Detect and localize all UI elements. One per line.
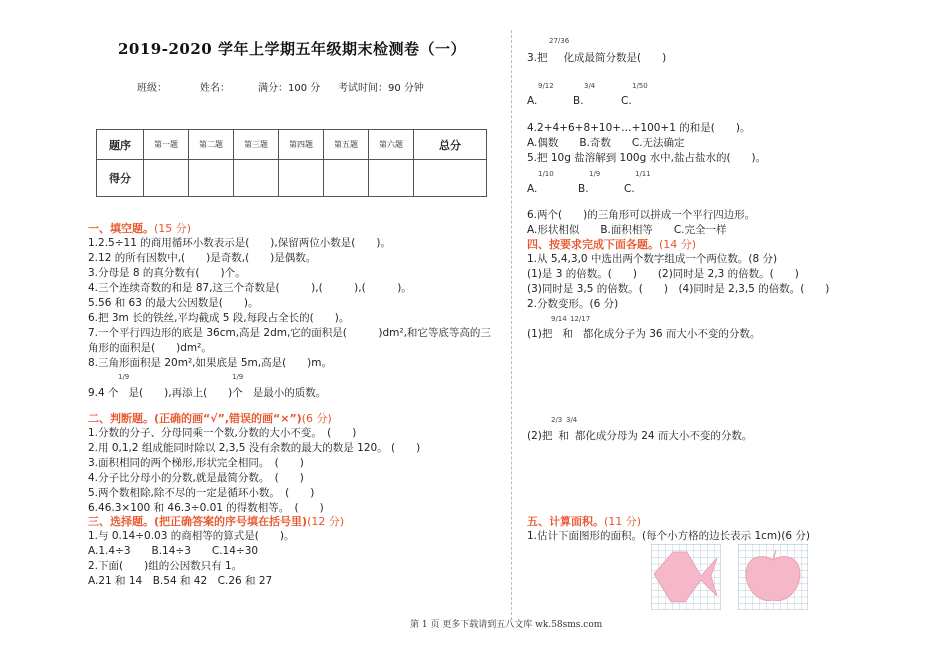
section2-heading (88, 412, 332, 426)
section3-points: (12 分) (307, 515, 345, 528)
s1-line: 5.56 和 63 的最大公因数是( )。 (88, 297, 259, 309)
s1-line: 6.把 3m 长的铁丝,平均截成 5 段,每段占全长的( )。 (88, 312, 350, 324)
column-divider (511, 30, 513, 625)
score-cell (369, 160, 414, 197)
fraction-1-11: 1/11 (635, 170, 651, 178)
s4-part2-b: 都化成分母为 24 而大小不变的分数。 (574, 430, 753, 442)
s4-line: (3)同时是 3,5 的倍数。( ) (4)同时是 2,3,5 的倍数。( ) (527, 283, 830, 295)
section2-points: (6 分) (301, 412, 332, 425)
exam-title: 2019-2020 学年上学期五年级期末检测卷（一） (118, 40, 466, 58)
fraction-3-4: 3/4 (566, 416, 578, 424)
col-q4: 第四题 (279, 130, 324, 160)
score-cell (144, 160, 189, 197)
col-q3: 第三题 (234, 130, 279, 160)
s4-part2 (527, 430, 752, 443)
s1-line: 角形的面积是( )dm²。 (88, 342, 212, 354)
s4-part1 (527, 328, 760, 341)
fraction-1-9: 1/9 (118, 373, 130, 381)
section4-points: (14 分) (659, 238, 697, 251)
s1-line: 1.2.5÷11 的商用循环小数表示是( ),保留两位小数是( )。 (88, 237, 391, 249)
fraction-27-36: 27/36 (549, 37, 570, 45)
s1-line: 3.分母是 8 的真分数有( )个。 (88, 267, 246, 279)
row-header-order: 题序 (97, 130, 144, 160)
col-q2: 第二题 (189, 130, 234, 160)
s2-line: 4.分子比分母小的分数,就是最简分数。 ( ) (88, 472, 304, 484)
s3-q5-option-b: B. (578, 183, 589, 195)
s3-q3 (527, 52, 666, 65)
s4-part1-a: (1)把 (527, 328, 553, 340)
s4-part1-and: 和 (562, 328, 573, 340)
apple-figure-grid (738, 544, 808, 610)
s3-q3-a: 3.把 (527, 52, 548, 64)
name-label: 姓名： (200, 83, 230, 94)
score-cell (234, 160, 279, 197)
row-header-score: 得分 (97, 160, 144, 197)
s1-line9 (88, 387, 326, 400)
s2-line: 1.分数的分子、分母同乘一个数,分数的大小不变。 ( ) (88, 427, 357, 439)
s3-line: A.1.4÷3 B.14÷3 C.14÷30 (88, 545, 259, 557)
apple-shape (746, 556, 800, 600)
section5-points: (11 分) (604, 515, 642, 528)
s4-line: (1)是 3 的倍数。( ) (2)同时是 2,3 的倍数。( ) (527, 268, 799, 280)
section4-title: 四、按要求完成下面各题。 (527, 238, 659, 251)
s4-line: 1.从 5,4,3,0 中选出两个数字组成一个两位数。(8 分) (527, 253, 778, 265)
full-score-label: 满分：100 分 (258, 83, 321, 94)
s2-line: 5.两个数相除,除不尽的一定是循环小数。 ( ) (88, 487, 315, 499)
fraction-3-4: 3/4 (584, 82, 596, 90)
score-table (96, 129, 487, 197)
section5-title: 五、计算面积。 (527, 515, 604, 528)
s5-line: 1.估计下面图形的面积。(每个小方格的边长表示 1cm)(6 分) (527, 530, 810, 542)
s3-q3-option-b: B. (573, 95, 584, 107)
fraction-12-17: 12/17 (570, 315, 591, 323)
s3-line: 1.与 0.14÷0.03 的商相等的算式是( )。 (88, 530, 295, 542)
s3-q4-options: A.偶数 B.奇数 C.无法确定 (527, 137, 685, 149)
section2-title: 二、判断题。(正确的画“√”,错误的画“×”) (88, 412, 302, 425)
s1-line9-b: 是( ),再添上( )个 (128, 387, 243, 399)
score-cell (324, 160, 369, 197)
s2-line: 2.用 0,1,2 组成能同时除以 2,3,5 没有余数的最大的数是 120。 ( ) (88, 442, 421, 454)
s3-q3-b: 化成最简分数是( ) (563, 52, 667, 64)
s1-line: 4.三个连续奇数的和是 87,这三个奇数是( ),( ),( )。 (88, 282, 412, 294)
page-footer: 第 1 页 更多下载请到五八文库 wk.58sms.com (410, 620, 603, 630)
s4-part1-b: 都化成分子为 36 而大小不变的分数。 (582, 328, 761, 340)
s3-line: A.21 和 14 B.54 和 42 C.26 和 27 (88, 575, 273, 587)
section3-heading (88, 515, 344, 529)
score-cell (279, 160, 324, 197)
s3-q5-option-c: C. (624, 183, 635, 195)
section1-points: (15 分) (154, 222, 192, 235)
score-cell (414, 160, 487, 197)
s3-q6-options: A.形状相似 B.面积相等 C.完全一样 (527, 224, 727, 236)
fraction-9-12: 9/12 (538, 82, 554, 90)
s1-line: 2.12 的所有因数中,( )是奇数,( )是偶数。 (88, 252, 317, 264)
s3-q3-option-c: C. (621, 95, 632, 107)
section1-heading (88, 222, 191, 236)
s1-line9-a: 9.4 个 (88, 387, 119, 399)
section5-heading (527, 515, 641, 529)
s4-line: 2.分数变形。(6 分) (527, 298, 619, 310)
s3-q6: 6.两个( )的三角形可以拼成一个平行四边形。 (527, 209, 756, 221)
s1-line: 8.三角形面积是 20m²,如果底是 5m,高是( )m。 (88, 357, 332, 369)
class-label: 班级： (137, 83, 167, 94)
s4-part2-and: 和 (558, 430, 569, 442)
fish-figure-grid (651, 544, 721, 610)
section4-heading (527, 238, 696, 252)
section3-title: 三、选择题。(把正确答案的序号填在括号里) (88, 515, 308, 528)
fraction-1-9: 1/9 (232, 373, 244, 381)
s3-q4: 4.2+4+6+8+10+…+100+1 的和是( )。 (527, 122, 751, 134)
s3-q3-option-a: A. (527, 95, 538, 107)
fraction-1-9: 1/9 (589, 170, 601, 178)
section1-title: 一、填空题。 (88, 222, 154, 235)
s3-line: 2.下面( )组的公因数只有 1。 (88, 560, 243, 572)
fraction-1-10: 1/10 (538, 170, 554, 178)
s3-q5-option-a: A. (527, 183, 538, 195)
score-cell (189, 160, 234, 197)
s2-line: 6.46.3×100 和 46.3÷0.01 的得数相等。 ( ) (88, 502, 324, 514)
s1-line9-c: 是最小的质数。 (252, 387, 327, 399)
s4-part2-a: (2)把 (527, 430, 553, 442)
fraction-1-50: 1/50 (632, 82, 648, 90)
s3-q5: 5.把 10g 盐溶解到 100g 水中,盐占盐水的( )。 (527, 152, 767, 164)
exam-time-label: 考试时间：90 分钟 (338, 83, 424, 94)
s1-line: 7.一个平行四边形的底是 36cm,高是 2dm,它的面积是( )dm²,和它等底等高的三 (88, 327, 491, 339)
col-q1: 第一题 (144, 130, 189, 160)
col-total: 总分 (414, 130, 487, 160)
s2-line: 3.面积相同的两个梯形,形状完全相同。 ( ) (88, 457, 304, 469)
fraction-2-3: 2/3 (551, 416, 563, 424)
fraction-9-14: 9/14 (551, 315, 567, 323)
col-q6: 第六题 (369, 130, 414, 160)
col-q5: 第五题 (324, 130, 369, 160)
